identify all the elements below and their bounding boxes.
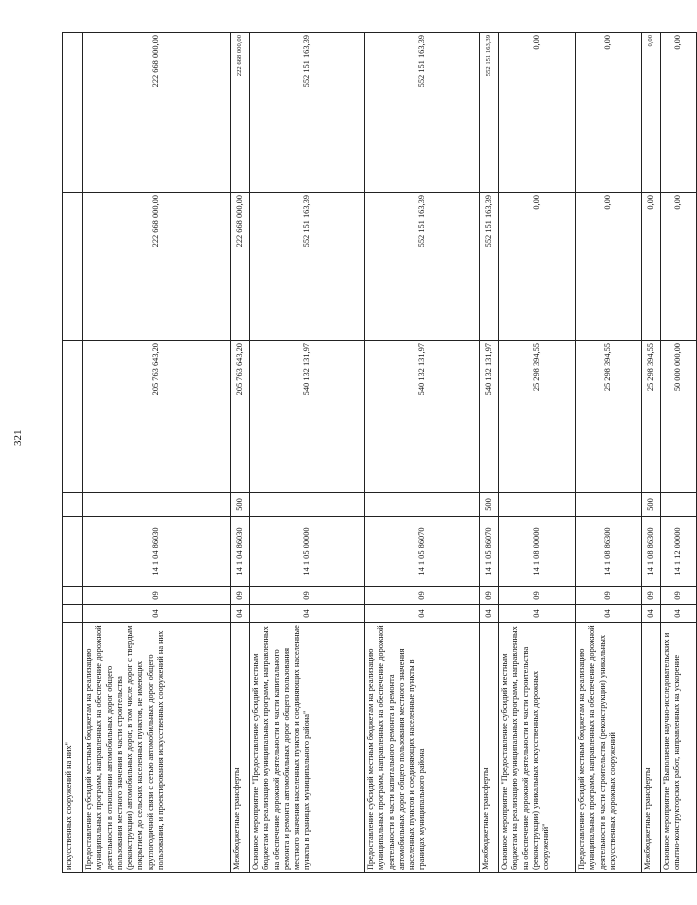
section-code-cell: 04 [576,605,642,623]
subsection-code-cell: 09 [231,587,250,605]
amount-year3-cell: 552 151 163,39 [250,33,365,193]
table-row [642,33,661,873]
amount-year2-cell: 0,00 [642,193,661,341]
page-number: 321 [12,429,24,446]
table-body [63,33,697,873]
section-code-cell: 04 [365,605,480,623]
row-name-cell: Предоставление субсидий местным бюджетам на реализацию муниципальных программ, направленных на обеспечение дорожной деятельности в отношении автомобильных дорог общего пользования местного значения в части строительства (реконструкции) автомобильных дорог, в том числе дорог с твердым покрытием до сельских населенных пунктов, не имеющих круглогодичной связи с сетью автомобильных дорог общего пользования, и проектирования искусственных сооружений на них [83,623,231,873]
amount-year1-cell: 25 298 394,55 [576,341,642,493]
section-code-cell: 04 [250,605,365,623]
expense-type-cell [365,493,480,517]
subsection-code-cell: 09 [661,587,697,605]
amount-year3-cell: 552 151 163,39 [480,33,499,193]
target-article-cell: 14 1 08 86300 [642,517,661,587]
amount-year1-cell: 205 763 643,20 [231,341,250,493]
expense-type-cell [576,493,642,517]
row-name-cell: Межбюджетные трансферты [231,623,250,873]
amount-year1-cell: 540 132 131,97 [365,341,480,493]
table-row [250,33,365,873]
expense-type-cell [661,493,697,517]
table-row [365,33,480,873]
amount-year3-cell: 552 151 163,39 [365,33,480,193]
table-row [499,33,576,873]
amount-year3-cell [63,33,83,193]
expense-type-cell [63,493,83,517]
expense-type-cell [499,493,576,517]
amount-year3-cell: 0,00 [499,33,576,193]
subsection-code-cell: 09 [642,587,661,605]
table-row [576,33,642,873]
target-article-cell: 14 1 08 86300 [576,517,642,587]
amount-year1-cell: 540 132 131,97 [250,341,365,493]
amount-year3-cell: 0,00 [642,33,661,193]
expense-type-cell: 500 [480,493,499,517]
row-name-cell: Основное мероприятие "Предоставление субсидий местным бюджетам на реализацию муниципальных программ, направленных на обеспечение дорожной деятельности в части строительства (реконструкции) уникальных искусственных дорожных сооружений" [499,623,576,873]
target-article-cell: 14 1 05 86070 [365,517,480,587]
amount-year2-cell: 0,00 [576,193,642,341]
target-article-cell: 14 1 05 00000 [250,517,365,587]
row-name-cell: Межбюджетные трансферты [480,623,499,873]
target-article-cell [63,517,83,587]
amount-year1-cell: 540 132 131,97 [480,341,499,493]
subsection-code-cell: 09 [480,587,499,605]
expense-type-cell: 500 [231,493,250,517]
amount-year2-cell: 552 151 163,39 [365,193,480,341]
table-row [63,33,83,873]
amount-year2-cell: 552 151 163,39 [250,193,365,341]
target-article-cell: 14 1 05 86070 [480,517,499,587]
amount-year3-cell: 0,00 [661,33,697,193]
subsection-code-cell: 09 [499,587,576,605]
target-article-cell: 14 1 04 86030 [83,517,231,587]
section-code-cell: 04 [499,605,576,623]
subsection-code-cell: 09 [365,587,480,605]
row-name-cell: Основное мероприятие "Выполнение научно-исследовательских и опытно-конструкторских работ, направленных на ускорение [661,623,697,873]
section-code-cell: 04 [661,605,697,623]
expense-type-cell [250,493,365,517]
section-code-cell: 04 [480,605,499,623]
expense-type-cell: 500 [642,493,661,517]
section-code-cell: 04 [83,605,231,623]
table-row [480,33,499,873]
target-article-cell: 14 1 04 86030 [231,517,250,587]
target-article-cell: 14 1 08 00000 [499,517,576,587]
amount-year1-cell: 25 298 394,55 [642,341,661,493]
amount-year2-cell: 222 668 000,00 [83,193,231,341]
amount-year3-cell: 0,00 [576,33,642,193]
amount-year2-cell: 0,00 [499,193,576,341]
subsection-code-cell: 09 [250,587,365,605]
budget-table [62,32,697,873]
row-name-cell: Основное мероприятие "Предоставление субсидий местным бюджетам на реализацию муниципальных программ, направленных на обеспечение дорожной деятельности в части капитального ремонта и ремонта автомобильных дорог общего пользования местного значения населенных пунктов и соединяющих населенные пункты в границах муниципального района" [250,623,365,873]
amount-year2-cell: 0,00 [661,193,697,341]
amount-year3-cell: 222 668 000,00 [83,33,231,193]
section-code-cell: 04 [231,605,250,623]
amount-year3-cell: 222 668 000,00 [231,33,250,193]
amount-year2-cell: 552 151 163,39 [480,193,499,341]
row-name-cell: Предоставление субсидий местным бюджетам на реализацию муниципальных программ, направленных на обеспечение дорожной деятельности в части строительства (реконструкции) уникальных искусственных дорожных сооружений [576,623,642,873]
amount-year1-cell: 205 763 643,20 [83,341,231,493]
amount-year2-cell [63,193,83,341]
table-row [83,33,231,873]
amount-year1-cell [63,341,83,493]
subsection-code-cell [63,587,83,605]
section-code-cell [63,605,83,623]
target-article-cell: 14 1 12 00000 [661,517,697,587]
amount-year1-cell: 50 000 000,00 [661,341,697,493]
subsection-code-cell: 09 [576,587,642,605]
table-row [661,33,697,873]
subsection-code-cell: 09 [83,587,231,605]
section-code-cell: 04 [642,605,661,623]
table-row [231,33,250,873]
row-name-cell: Предоставление субсидий местным бюджетам на реализацию муниципальных программ, направленных на обеспечение дорожной деятельности в части капитального ремонта и ремонта автомобильных дорог общего пользования местного значения населенных пунктов и соединяющих населенные пункты в границах муниципального района [365,623,480,873]
row-name-cell: Межбюджетные трансферты [642,623,661,873]
expense-type-cell [83,493,231,517]
row-name-cell: искусственных сооружений на них" [63,623,83,873]
amount-year2-cell: 222 668 000,00 [231,193,250,341]
amount-year1-cell: 25 298 394,55 [499,341,576,493]
budget-table-rotated [62,33,683,873]
